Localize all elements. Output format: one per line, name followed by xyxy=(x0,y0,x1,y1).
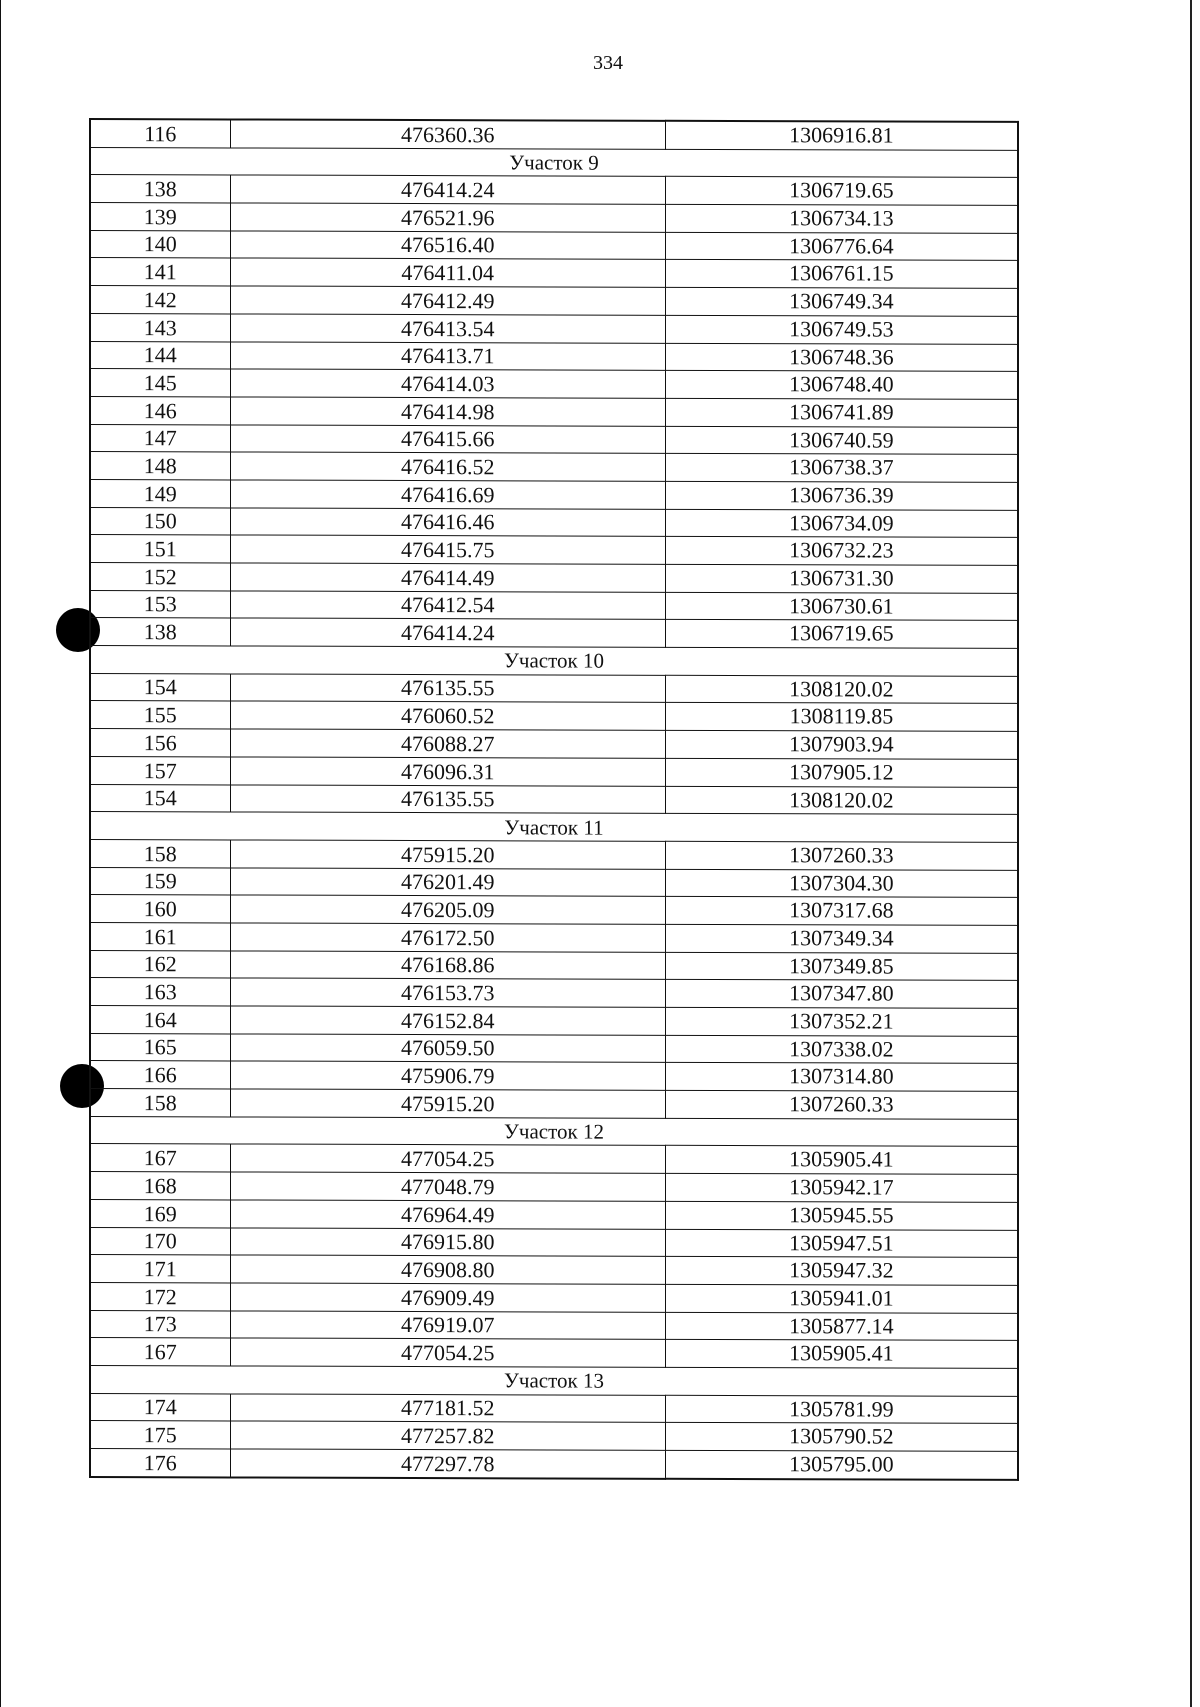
table-row xyxy=(90,1061,1018,1092)
y-coordinate-cell: 1305877.14 xyxy=(665,1312,1018,1341)
y-coordinate-cell: 1306740.59 xyxy=(665,426,1018,455)
y-coordinate-cell: 1306732.23 xyxy=(665,537,1018,566)
x-coordinate-cell: 475915.20 xyxy=(230,840,665,869)
y-coordinate-cell: 1307338.02 xyxy=(665,1035,1018,1064)
table-row xyxy=(90,230,1018,261)
table-row xyxy=(90,1255,1018,1286)
y-coordinate-cell: 1307317.68 xyxy=(665,897,1018,926)
point-number-cell: 138 xyxy=(90,175,230,203)
y-coordinate-cell: 1306748.36 xyxy=(665,343,1018,372)
table-row xyxy=(90,535,1018,566)
point-number-cell: 158 xyxy=(90,839,230,867)
point-number-cell: 153 xyxy=(90,590,230,618)
table-row xyxy=(90,1338,1018,1369)
table-row xyxy=(90,895,1018,926)
x-coordinate-cell: 476360.36 xyxy=(230,119,665,149)
section-title: Участок 11 xyxy=(90,812,1018,843)
point-number-cell: 174 xyxy=(90,1393,230,1421)
section-header-row xyxy=(90,646,1018,677)
point-number-cell: 169 xyxy=(90,1199,230,1227)
x-coordinate-cell: 476135.55 xyxy=(230,674,665,703)
point-number-cell: 167 xyxy=(90,1144,230,1172)
point-number-cell: 172 xyxy=(90,1282,230,1310)
table-row xyxy=(90,729,1018,760)
x-coordinate-cell: 476411.04 xyxy=(230,258,665,287)
x-coordinate-cell: 476414.24 xyxy=(230,618,665,647)
point-number-cell: 148 xyxy=(90,452,230,480)
table-row xyxy=(90,950,1018,981)
table-row xyxy=(90,1144,1018,1175)
x-coordinate-cell: 476414.24 xyxy=(230,175,665,204)
point-number-cell: 154 xyxy=(90,673,230,701)
x-coordinate-cell: 476908.80 xyxy=(230,1255,665,1284)
point-number-cell: 147 xyxy=(90,424,230,452)
table-row xyxy=(90,922,1018,953)
table-row xyxy=(90,1172,1018,1203)
x-coordinate-cell: 477181.52 xyxy=(230,1394,665,1423)
table-row xyxy=(90,673,1018,704)
y-coordinate-cell: 1306749.53 xyxy=(665,315,1018,344)
table-row xyxy=(90,978,1018,1009)
y-coordinate-cell: 1307352.21 xyxy=(665,1007,1018,1036)
x-coordinate-cell: 476201.49 xyxy=(230,868,665,897)
x-coordinate-cell: 476135.55 xyxy=(230,784,665,813)
x-coordinate-cell: 476205.09 xyxy=(230,895,665,924)
point-number-cell: 139 xyxy=(90,203,230,231)
table-row xyxy=(90,1033,1018,1064)
point-number-cell: 157 xyxy=(90,756,230,784)
y-coordinate-cell: 1307347.80 xyxy=(665,980,1018,1009)
table-row xyxy=(90,867,1018,898)
x-coordinate-cell: 476516.40 xyxy=(230,231,665,260)
y-coordinate-cell: 1306776.64 xyxy=(665,232,1018,261)
table-row xyxy=(90,590,1018,621)
x-coordinate-cell: 475906.79 xyxy=(230,1061,665,1090)
x-coordinate-cell: 476416.52 xyxy=(230,452,665,481)
point-number-cell: 163 xyxy=(90,978,230,1006)
point-number-cell: 168 xyxy=(90,1172,230,1200)
table-row xyxy=(90,1199,1018,1230)
coordinates-table xyxy=(89,118,1019,1481)
table-row xyxy=(90,424,1018,455)
y-coordinate-cell: 1307903.94 xyxy=(665,730,1018,759)
table-row xyxy=(90,507,1018,538)
table-row xyxy=(90,618,1018,649)
point-number-cell: 176 xyxy=(90,1449,230,1478)
point-number-cell: 146 xyxy=(90,396,230,424)
scan-right-edge xyxy=(1190,0,1192,1707)
y-coordinate-cell: 1307260.33 xyxy=(665,841,1018,870)
y-coordinate-cell: 1305941.01 xyxy=(665,1284,1018,1313)
coordinates-table-body xyxy=(90,119,1018,1480)
table-row xyxy=(90,1282,1018,1313)
point-number-cell: 173 xyxy=(90,1310,230,1338)
table-row xyxy=(90,452,1018,483)
table-row xyxy=(90,1227,1018,1258)
y-coordinate-cell: 1305905.41 xyxy=(665,1146,1018,1175)
y-coordinate-cell: 1306730.61 xyxy=(665,592,1018,621)
table-row xyxy=(90,369,1018,400)
x-coordinate-cell: 476060.52 xyxy=(230,701,665,730)
point-number-cell: 171 xyxy=(90,1255,230,1283)
point-number-cell: 161 xyxy=(90,922,230,950)
section-title: Участок 9 xyxy=(90,147,1018,178)
point-number-cell: 175 xyxy=(90,1421,230,1449)
x-coordinate-cell: 476152.84 xyxy=(230,1006,665,1035)
x-coordinate-cell: 475915.20 xyxy=(230,1089,665,1118)
y-coordinate-cell: 1305781.99 xyxy=(665,1395,1018,1424)
x-coordinate-cell: 476096.31 xyxy=(230,757,665,786)
x-coordinate-cell: 477257.82 xyxy=(230,1421,665,1450)
point-number-cell: 149 xyxy=(90,479,230,507)
y-coordinate-cell: 1308120.02 xyxy=(665,786,1018,815)
y-coordinate-cell: 1306719.65 xyxy=(665,620,1018,649)
section-title: Участок 10 xyxy=(90,646,1018,677)
x-coordinate-cell: 476416.69 xyxy=(230,480,665,509)
table-row xyxy=(90,119,1018,150)
x-coordinate-cell: 476414.49 xyxy=(230,563,665,592)
x-coordinate-cell: 476414.03 xyxy=(230,369,665,398)
x-coordinate-cell: 477297.78 xyxy=(230,1449,665,1479)
point-number-cell: 144 xyxy=(90,341,230,369)
x-coordinate-cell: 477054.25 xyxy=(230,1144,665,1173)
table-row xyxy=(90,1449,1018,1480)
point-number-cell: 160 xyxy=(90,895,230,923)
x-coordinate-cell: 476416.46 xyxy=(230,508,665,537)
page-number: 334 xyxy=(593,52,623,74)
y-coordinate-cell: 1307349.34 xyxy=(665,924,1018,953)
table-row xyxy=(90,175,1018,206)
x-coordinate-cell: 476521.96 xyxy=(230,203,665,232)
table-row xyxy=(90,479,1018,510)
point-number-cell: 158 xyxy=(90,1089,230,1117)
table-row xyxy=(90,1421,1018,1452)
y-coordinate-cell: 1306749.34 xyxy=(665,287,1018,316)
y-coordinate-cell: 1307314.80 xyxy=(665,1063,1018,1092)
y-coordinate-cell: 1306731.30 xyxy=(665,564,1018,593)
point-number-cell: 140 xyxy=(90,230,230,258)
point-number-cell: 138 xyxy=(90,618,230,646)
y-coordinate-cell: 1307905.12 xyxy=(665,758,1018,787)
section-header-row xyxy=(90,1116,1018,1147)
point-number-cell: 159 xyxy=(90,867,230,895)
section-header-row xyxy=(90,1365,1018,1396)
x-coordinate-cell: 476964.49 xyxy=(230,1200,665,1229)
x-coordinate-cell: 477054.25 xyxy=(230,1338,665,1367)
table-row xyxy=(90,1089,1018,1120)
point-number-cell: 152 xyxy=(90,563,230,591)
y-coordinate-cell: 1307304.30 xyxy=(665,869,1018,898)
table-row xyxy=(90,701,1018,732)
x-coordinate-cell: 476909.49 xyxy=(230,1283,665,1312)
table-row xyxy=(90,1006,1018,1037)
y-coordinate-cell: 1306734.13 xyxy=(665,204,1018,233)
x-coordinate-cell: 476168.86 xyxy=(230,951,665,980)
x-coordinate-cell: 476414.98 xyxy=(230,397,665,426)
table-row xyxy=(90,756,1018,787)
point-number-cell: 142 xyxy=(90,286,230,314)
y-coordinate-cell: 1306761.15 xyxy=(665,260,1018,289)
y-coordinate-cell: 1308119.85 xyxy=(665,703,1018,732)
x-coordinate-cell: 476413.71 xyxy=(230,341,665,370)
table-row xyxy=(90,784,1018,815)
point-number-cell: 155 xyxy=(90,701,230,729)
point-number-cell: 164 xyxy=(90,1006,230,1034)
scan-left-edge xyxy=(0,0,1,1707)
table-row xyxy=(90,839,1018,870)
x-coordinate-cell: 476919.07 xyxy=(230,1311,665,1340)
point-number-cell: 170 xyxy=(90,1227,230,1255)
point-number-cell: 162 xyxy=(90,950,230,978)
point-number-cell: 116 xyxy=(90,119,230,148)
y-coordinate-cell: 1307260.33 xyxy=(665,1090,1018,1119)
table-row xyxy=(90,563,1018,594)
y-coordinate-cell: 1306916.81 xyxy=(665,121,1018,150)
x-coordinate-cell: 476153.73 xyxy=(230,978,665,1007)
table-row xyxy=(90,313,1018,344)
y-coordinate-cell: 1306748.40 xyxy=(665,370,1018,399)
y-coordinate-cell: 1305947.51 xyxy=(665,1229,1018,1258)
y-coordinate-cell: 1305947.32 xyxy=(665,1256,1018,1285)
table-row xyxy=(90,1393,1018,1424)
point-number-cell: 165 xyxy=(90,1033,230,1061)
x-coordinate-cell: 476412.54 xyxy=(230,591,665,620)
table-row xyxy=(90,341,1018,372)
section-title: Участок 13 xyxy=(90,1365,1018,1396)
point-number-cell: 154 xyxy=(90,784,230,812)
point-number-cell: 141 xyxy=(90,258,230,286)
x-coordinate-cell: 476172.50 xyxy=(230,923,665,952)
point-number-cell: 156 xyxy=(90,729,230,757)
table-row xyxy=(90,258,1018,289)
section-title: Участок 12 xyxy=(90,1116,1018,1147)
point-number-cell: 151 xyxy=(90,535,230,563)
y-coordinate-cell: 1306738.37 xyxy=(665,454,1018,483)
y-coordinate-cell: 1305945.55 xyxy=(665,1201,1018,1230)
y-coordinate-cell: 1308120.02 xyxy=(665,675,1018,704)
point-number-cell: 150 xyxy=(90,507,230,535)
y-coordinate-cell: 1306734.09 xyxy=(665,509,1018,538)
x-coordinate-cell: 476915.80 xyxy=(230,1227,665,1256)
section-header-row xyxy=(90,812,1018,843)
coordinates-table-container xyxy=(89,118,1019,1481)
y-coordinate-cell: 1306719.65 xyxy=(665,177,1018,206)
point-number-cell: 143 xyxy=(90,313,230,341)
y-coordinate-cell: 1306736.39 xyxy=(665,481,1018,510)
x-coordinate-cell: 476412.49 xyxy=(230,286,665,315)
point-number-cell: 167 xyxy=(90,1338,230,1366)
section-header-row xyxy=(90,147,1018,178)
x-coordinate-cell: 476415.75 xyxy=(230,535,665,564)
x-coordinate-cell: 476088.27 xyxy=(230,729,665,758)
point-number-cell: 145 xyxy=(90,369,230,397)
table-row xyxy=(90,286,1018,317)
table-row xyxy=(90,1310,1018,1341)
point-number-cell: 166 xyxy=(90,1061,230,1089)
y-coordinate-cell: 1306741.89 xyxy=(665,398,1018,427)
y-coordinate-cell: 1307349.85 xyxy=(665,952,1018,981)
y-coordinate-cell: 1305942.17 xyxy=(665,1173,1018,1202)
y-coordinate-cell: 1305795.00 xyxy=(665,1450,1018,1479)
table-row xyxy=(90,396,1018,427)
x-coordinate-cell: 476059.50 xyxy=(230,1034,665,1063)
x-coordinate-cell: 476413.54 xyxy=(230,314,665,343)
table-row xyxy=(90,203,1018,234)
x-coordinate-cell: 476415.66 xyxy=(230,425,665,454)
y-coordinate-cell: 1305790.52 xyxy=(665,1423,1018,1452)
y-coordinate-cell: 1305905.41 xyxy=(665,1340,1018,1369)
x-coordinate-cell: 477048.79 xyxy=(230,1172,665,1201)
